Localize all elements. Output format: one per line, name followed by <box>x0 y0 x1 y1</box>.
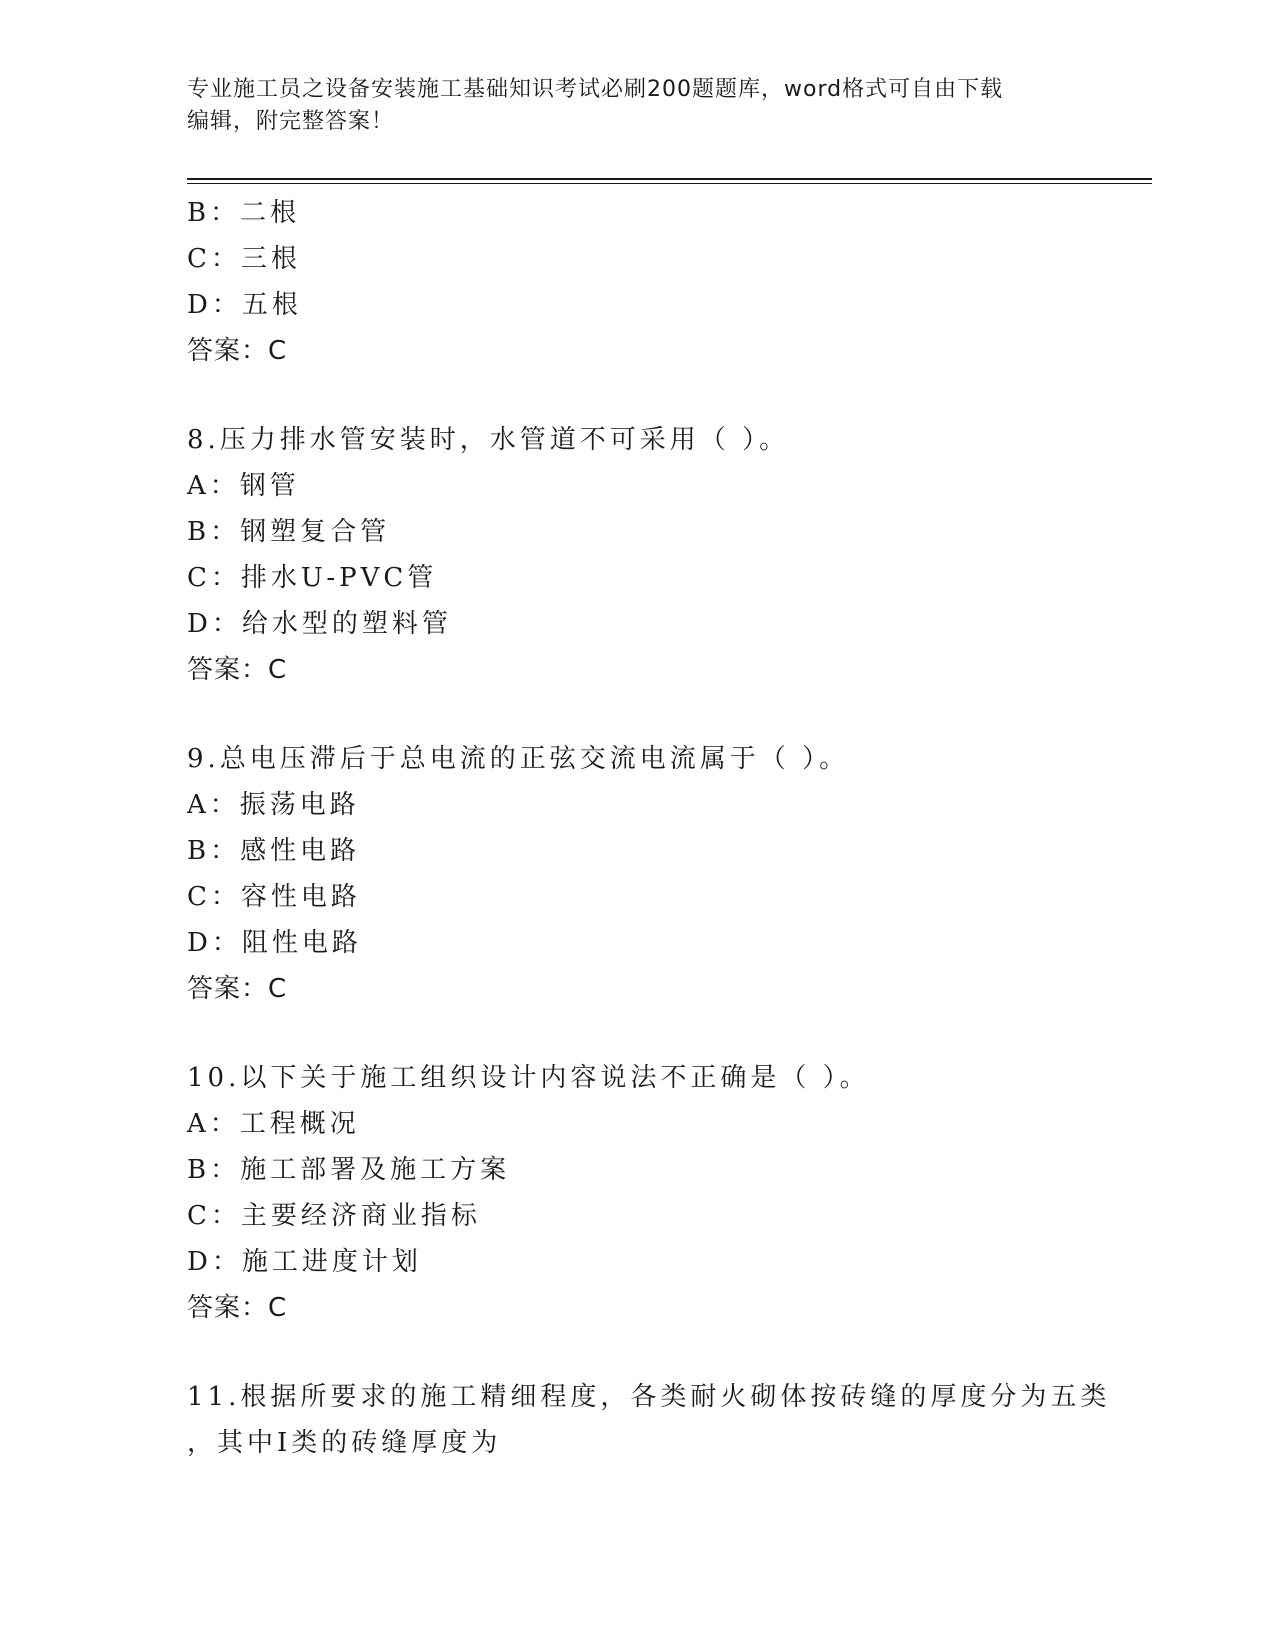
option-c: C：容性电路 <box>187 882 361 912</box>
question-block-7 <box>187 190 1067 374</box>
question-text: 10.以下关于施工组织设计内容说法不正确是（ ）。 <box>187 1063 870 1093</box>
header-divider-thin <box>187 183 1152 184</box>
option-c: C：三根 <box>187 244 301 274</box>
question-block-11 <box>187 1374 1111 1466</box>
question-block-9 <box>187 736 1067 1012</box>
header-title-line-1: 专业施工员之设备安装施工基础知识考试必刷200题题库，word格式可自由下载 <box>187 77 1004 102</box>
answer-line: 答案：C <box>187 336 288 366</box>
question-text: 9.总电压滞后于总电流的正弦交流电流属于（ ）。 <box>187 744 850 774</box>
option-a: A：振荡电路 <box>187 790 360 820</box>
spacer <box>187 693 1067 736</box>
question-text-line-2: ，其中Ⅰ类的砖缝厚度为 <box>187 1428 502 1458</box>
spacer <box>187 374 1067 417</box>
spacer <box>187 1012 1067 1055</box>
option-b: B：二根 <box>187 198 301 228</box>
question-block-10 <box>187 1055 1067 1331</box>
answer-line: 答案：C <box>187 974 288 1004</box>
header-title-line-2: 编辑，附完整答案！ <box>187 109 395 134</box>
option-d: D：五根 <box>187 290 302 320</box>
spacer <box>187 1331 1067 1374</box>
option-c: C：排水U-PVC管 <box>187 563 438 593</box>
header-divider-thick <box>187 178 1152 180</box>
question-text-line-1: 11.根据所要求的施工精细程度，各类耐火砌体按砖缝的厚度分为五类 <box>187 1382 1111 1412</box>
option-a: A：工程概况 <box>187 1109 360 1139</box>
option-c: C：主要经济商业指标 <box>187 1201 481 1231</box>
question-text: 8.压力排水管安装时，水管道不可采用（ ）。 <box>187 425 790 455</box>
option-b: B：钢塑复合管 <box>187 517 391 547</box>
option-b: B：施工部署及施工方案 <box>187 1155 511 1185</box>
question-block-8 <box>187 417 1067 693</box>
option-d: D：阻性电路 <box>187 928 362 958</box>
document-header <box>187 74 1067 138</box>
answer-line: 答案：C <box>187 655 288 685</box>
option-a: A：钢管 <box>187 471 300 501</box>
option-d: D：给水型的塑料管 <box>187 609 452 639</box>
question-list <box>187 190 1111 1466</box>
option-b: B：感性电路 <box>187 836 361 866</box>
option-d: D：施工进度计划 <box>187 1247 422 1277</box>
answer-line: 答案：C <box>187 1293 288 1323</box>
